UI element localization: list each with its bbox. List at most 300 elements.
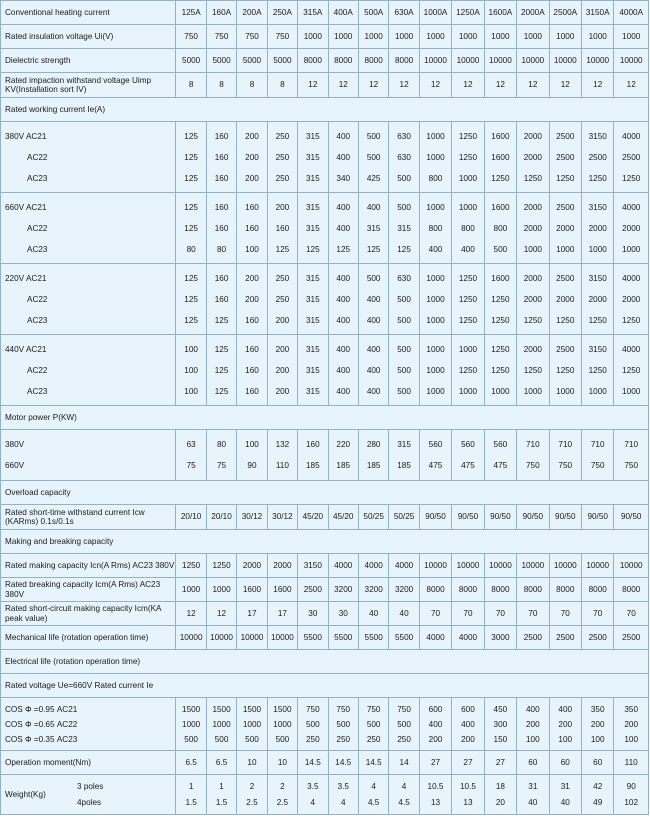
cell-value: 160 (214, 223, 229, 233)
section-label: Rated working current Ie(A) (1, 98, 649, 122)
rated-current-header: 4000A (614, 1, 649, 25)
table-cell: 1000 (419, 25, 451, 49)
cell-value: 1000 (426, 365, 445, 375)
table-cell: 90/50 (484, 505, 516, 530)
cell-value: 400 (428, 719, 443, 729)
cell-value: 500 (336, 719, 351, 729)
cell-value: 200 (624, 719, 639, 729)
cell-value: 125 (184, 152, 198, 162)
cell-value: 315 (305, 202, 320, 212)
row-label: Weight(Kg) (5, 789, 46, 799)
table-cell (484, 264, 516, 335)
sub-label: AC23 (27, 244, 48, 254)
cell-value: 315 (305, 152, 320, 162)
table-cell: 1250 (206, 554, 236, 578)
table-row (1, 751, 649, 775)
cell-value: 710 (590, 439, 605, 449)
table-cell: 1000 (581, 25, 613, 49)
cell-value: 2000 (523, 223, 542, 233)
table-cell (419, 698, 451, 751)
table-cell: 4000 (328, 554, 358, 578)
cell-value: 600 (428, 704, 443, 714)
table-cell: 1600 (267, 578, 297, 602)
cell-value: 1.5 (215, 797, 228, 807)
cell-value: 100 (624, 734, 639, 744)
cell-value: 500 (397, 315, 411, 325)
table-cell: 4000 (389, 554, 419, 578)
sub-label: AC22 (27, 294, 48, 304)
table-cell: 4000 (419, 626, 451, 650)
cell-value: 350 (590, 704, 605, 714)
table-cell (452, 698, 484, 751)
cell-value: 1250 (523, 173, 542, 183)
cell-value: 1000 (426, 344, 445, 354)
cell-value: 125 (184, 315, 198, 325)
table-cell: 10000 (549, 49, 581, 73)
table-cell: 40 (389, 602, 419, 626)
cell-value: 1000 (523, 244, 542, 254)
cell-value: 750 (397, 704, 411, 714)
cell-value: 4.5 (398, 797, 410, 807)
table-cell: 50/25 (389, 505, 419, 530)
group-label (1, 698, 176, 751)
cell-value: 500 (184, 734, 198, 744)
table-cell (389, 430, 419, 481)
table-cell: 2500 (549, 626, 581, 650)
table-cell (389, 122, 419, 193)
table-cell: 10000 (176, 626, 206, 650)
cell-value: 1000 (458, 386, 478, 396)
row-label: Rated short-circuit making capacity Icm(KA peak value) (1, 602, 176, 626)
cell-value: 75 (186, 461, 196, 470)
table-cell: 750 (267, 25, 297, 49)
cell-value: 1250 (556, 173, 575, 183)
table-cell: 8000 (419, 578, 451, 602)
table-cell: 12 (389, 73, 419, 98)
cell-value: 2500 (588, 152, 607, 162)
sub-label: 440V AC21 (5, 344, 47, 354)
table-cell: 14.5 (358, 751, 388, 775)
sub-label: AC23 (27, 315, 48, 325)
table-cell (517, 698, 549, 751)
cell-value: 1000 (622, 386, 641, 396)
cell-value: 1250 (491, 365, 510, 375)
table-cell: 12 (614, 73, 649, 98)
table-cell (206, 335, 236, 406)
cell-value: 10.5 (459, 781, 476, 791)
cell-value: 400 (366, 365, 381, 375)
sub-label: AC22 (27, 223, 48, 233)
table-row (1, 73, 649, 98)
table-cell (237, 264, 267, 335)
table-cell (581, 264, 613, 335)
table-cell (419, 430, 451, 481)
cell-value: 100 (245, 439, 259, 449)
cell-value: 1250 (458, 273, 478, 283)
table-cell (581, 335, 613, 406)
cell-value: 400 (336, 273, 351, 283)
table-cell: 14.5 (328, 751, 358, 775)
table-cell: 70 (614, 602, 649, 626)
table-cell: 5000 (237, 49, 267, 73)
cell-value: 2000 (556, 223, 575, 233)
cell-value: 2000 (523, 273, 542, 283)
table-cell (328, 264, 358, 335)
table-cell: 750 (176, 25, 206, 49)
rated-current-header: 1250A (452, 1, 484, 25)
table-row (1, 505, 649, 530)
rated-current-header: 630A (389, 1, 419, 25)
table-cell: 10000 (267, 626, 297, 650)
table-row (1, 98, 649, 122)
table-cell: 10 (237, 751, 267, 775)
table-cell (614, 193, 649, 264)
cell-value: 1250 (458, 315, 478, 325)
group-label (1, 193, 176, 264)
table-cell: 1600 (237, 578, 267, 602)
cell-value: 1600 (491, 152, 510, 162)
cell-value: 750 (366, 704, 381, 714)
table-cell (389, 698, 419, 751)
table-cell: 8000 (358, 49, 388, 73)
table-cell (419, 193, 451, 264)
cell-value: 340 (336, 173, 351, 183)
cell-value: 2000 (523, 152, 542, 162)
table-cell (176, 193, 206, 264)
table-cell: 12 (358, 73, 388, 98)
table-cell (419, 335, 451, 406)
cell-value: 1000 (588, 386, 607, 396)
cell-value: 400 (336, 365, 351, 375)
table-cell: 12 (298, 73, 328, 98)
table-cell: 8000 (452, 578, 484, 602)
cell-value: 1500 (182, 704, 201, 714)
cell-value: 315 (305, 344, 320, 354)
table-cell: 2500 (581, 626, 613, 650)
cell-value: 1.5 (185, 797, 197, 807)
cell-value: 1000 (588, 244, 607, 254)
table-cell (452, 122, 484, 193)
table-cell (298, 430, 328, 481)
cell-value: 125 (366, 244, 381, 254)
table-cell: 2500 (517, 626, 549, 650)
table-cell: 70 (549, 602, 581, 626)
cell-value: 2000 (622, 294, 641, 304)
table-cell: 8000 (614, 578, 649, 602)
cell-value: 132 (275, 439, 290, 449)
table-cell (298, 775, 328, 815)
section-label: Electrical life (rotation operation time) (1, 650, 649, 674)
table-row (1, 674, 649, 698)
table-cell (176, 430, 206, 481)
cell-value: 500 (275, 734, 290, 744)
cell-value: 3.5 (337, 781, 349, 791)
cell-value: 185 (305, 461, 320, 470)
cell-value: 500 (397, 202, 411, 212)
cell-value: 200 (525, 719, 540, 729)
table-cell: 12 (581, 73, 613, 98)
cell-value: 1250 (556, 365, 575, 375)
table-cell (517, 193, 549, 264)
table-cell (549, 698, 581, 751)
table-cell: 1000 (549, 25, 581, 49)
cell-value: 2.5 (276, 797, 289, 807)
cell-value: 2000 (556, 294, 575, 304)
table-cell: 60 (517, 751, 549, 775)
cell-value: 200 (245, 152, 259, 162)
table-cell: 10000 (419, 49, 451, 73)
table-cell (298, 264, 328, 335)
cell-value: 200 (245, 294, 259, 304)
table-cell (549, 335, 581, 406)
cell-value: 2500 (556, 152, 575, 162)
table-cell: 10000 (237, 626, 267, 650)
table-cell: 1250 (176, 554, 206, 578)
cell-value: 800 (428, 173, 443, 183)
sub-label: 660V (5, 461, 25, 470)
cell-value: 400 (336, 223, 351, 233)
cell-value: 560 (428, 439, 443, 449)
row-label: Rated insulation voltage Ui(V) (1, 25, 176, 49)
cell-value: 250 (275, 273, 290, 283)
cell-value: 350 (624, 704, 639, 714)
table-cell: 12 (549, 73, 581, 98)
table-cell: 27 (419, 751, 451, 775)
table-cell (298, 193, 328, 264)
table-cell: 3000 (484, 626, 516, 650)
sub-label: AC23 (27, 173, 48, 183)
table-cell (484, 335, 516, 406)
cell-value: 500 (214, 734, 229, 744)
table-row (1, 430, 649, 481)
table-cell: 3200 (328, 578, 358, 602)
cell-value: 1250 (588, 173, 607, 183)
table-cell: 10000 (419, 554, 451, 578)
table-cell: 10000 (452, 49, 484, 73)
table-cell: 10000 (484, 554, 516, 578)
rated-current-header: 200A (237, 1, 267, 25)
cell-value: 4000 (622, 131, 641, 141)
cell-value: 100 (184, 365, 198, 375)
cell-value: 160 (245, 315, 259, 325)
table-cell: 90/50 (549, 505, 581, 530)
cell-value: 400 (428, 244, 443, 254)
cell-value: 10.5 (427, 781, 444, 791)
cell-value: 2.5 (246, 797, 258, 807)
table-cell (358, 335, 388, 406)
sub-label: 4poles (77, 797, 102, 807)
cell-value: 125 (397, 244, 411, 254)
table-cell (452, 775, 484, 815)
cell-value: 250 (305, 734, 320, 744)
cell-value: 1500 (212, 704, 231, 714)
table-cell (176, 122, 206, 193)
table-cell (581, 775, 613, 815)
row-label: Rated making capacity Icn(A Rms) AC23 380V (1, 554, 176, 578)
table-cell: 10000 (581, 49, 613, 73)
table-cell: 90/50 (517, 505, 549, 530)
rated-current-header: 125A (176, 1, 206, 25)
cell-value: 1000 (426, 202, 445, 212)
table-cell: 2000 (267, 554, 297, 578)
group-label (1, 264, 176, 335)
table-cell: 750 (237, 25, 267, 49)
cell-value: 500 (366, 719, 381, 729)
table-cell (581, 193, 613, 264)
cell-value: 4000 (622, 273, 641, 283)
cell-value: 315 (305, 173, 320, 183)
cell-value: 400 (336, 344, 351, 354)
cell-value: 1500 (242, 704, 262, 714)
table-cell (517, 775, 549, 815)
table-row (1, 626, 649, 650)
table-cell (298, 122, 328, 193)
table-row (1, 25, 649, 49)
table-cell: 5000 (206, 49, 236, 73)
cell-value: 2500 (622, 152, 641, 162)
table-cell (328, 430, 358, 481)
table-cell: 1000 (614, 25, 649, 49)
cell-value: 500 (493, 244, 508, 254)
cell-value: 475 (461, 461, 475, 470)
table-cell: 1000 (206, 578, 236, 602)
cell-value: 1 (188, 781, 194, 791)
row-label: Dielectric strength (1, 49, 176, 73)
row-label: Rated breaking capacity Icm(A Rms) AC23 380V (1, 578, 176, 602)
cell-value: 4.5 (367, 797, 380, 807)
cell-value: 710 (525, 439, 540, 449)
sub-label: AC22 (27, 152, 48, 162)
cell-value: 2000 (523, 131, 542, 141)
cell-value: 100 (590, 734, 605, 744)
cell-value: 80 (217, 244, 227, 254)
table-cell (328, 775, 358, 815)
cell-value: 750 (624, 461, 639, 470)
cell-value: 100 (184, 344, 198, 354)
cell-value: 125 (184, 173, 198, 183)
cell-value: 300 (493, 719, 508, 729)
cell-value: 2000 (523, 294, 542, 304)
table-cell: 1000 (389, 25, 419, 49)
rated-current-header: 2500A (549, 1, 581, 25)
cell-value: 1000 (426, 315, 445, 325)
cell-value: 1000 (458, 173, 478, 183)
cell-value: 1000 (273, 719, 292, 729)
row-label: Operation moment(Nm) (1, 751, 176, 775)
table-cell (614, 122, 649, 193)
cell-value: 315 (397, 223, 411, 233)
cell-value: 2500 (556, 202, 575, 212)
table-cell (267, 698, 297, 751)
cell-value: 40 (528, 797, 538, 807)
cell-value: 1000 (491, 386, 510, 396)
cell-value: 475 (493, 461, 508, 470)
table-row (1, 406, 649, 430)
table-cell (549, 775, 581, 815)
table-cell: 45/20 (328, 505, 358, 530)
row-label: Conventional heating current (1, 1, 176, 25)
cell-value: 315 (397, 439, 411, 449)
cell-value: 125 (184, 294, 198, 304)
cell-value: 125 (214, 344, 229, 354)
row-label: Rated short-time withstand current Icw (KARms) 0.1s/0.1s (1, 505, 176, 530)
sub-label: 380V (5, 439, 25, 449)
group-label (1, 335, 176, 406)
cell-value: 1250 (588, 365, 607, 375)
table-cell (358, 430, 388, 481)
table-cell (328, 122, 358, 193)
table-cell: 750 (206, 25, 236, 49)
cell-value: 1500 (273, 704, 292, 714)
cell-value: 710 (558, 439, 573, 449)
table-cell: 10000 (614, 49, 649, 73)
table-cell: 90/50 (452, 505, 484, 530)
cell-value: 2000 (622, 223, 641, 233)
cell-value: 500 (366, 273, 381, 283)
cell-value: 1600 (491, 273, 510, 283)
table-cell: 90/50 (614, 505, 649, 530)
cell-value: 2500 (556, 344, 575, 354)
table-cell: 70 (517, 602, 549, 626)
sub-label: 660V AC21 (5, 202, 47, 212)
table-cell (176, 775, 206, 815)
cell-value: 560 (461, 439, 475, 449)
cell-value: 500 (397, 344, 411, 354)
table-cell (484, 698, 516, 751)
table-cell: 70 (484, 602, 516, 626)
table-cell: 40 (358, 602, 388, 626)
cell-value: 250 (275, 131, 290, 141)
cell-value: 500 (397, 294, 411, 304)
table-row (1, 578, 649, 602)
table-cell (206, 698, 236, 751)
cell-value: 1250 (491, 344, 510, 354)
cell-value: 125 (214, 315, 229, 325)
cell-value: 63 (186, 439, 196, 449)
cell-value: 125 (184, 273, 198, 283)
cell-value: 3150 (588, 273, 607, 283)
sub-label: COS Φ =0.35 AC23 (5, 734, 78, 744)
sub-label: 380V AC21 (5, 131, 47, 141)
cell-value: 1000 (458, 202, 478, 212)
cell-value: 315 (366, 223, 381, 233)
table-cell: 10000 (614, 554, 649, 578)
table-cell: 12 (419, 73, 451, 98)
cell-value: 400 (366, 315, 381, 325)
cell-value: 200 (245, 173, 259, 183)
table-cell (237, 193, 267, 264)
cell-value: 125 (184, 202, 198, 212)
table-cell (517, 335, 549, 406)
rated-current-header: 3150A (581, 1, 613, 25)
cell-value: 750 (558, 461, 573, 470)
table-cell (581, 430, 613, 481)
table-cell: 2500 (614, 626, 649, 650)
cell-value: 160 (305, 439, 320, 449)
table-cell: 5500 (358, 626, 388, 650)
rated-current-header: 1600A (484, 1, 516, 25)
cell-value: 100 (525, 734, 540, 744)
cell-value: 200 (590, 719, 605, 729)
table-cell: 5500 (298, 626, 328, 650)
cell-value: 185 (366, 461, 381, 470)
cell-value: 160 (245, 223, 259, 233)
cell-value: 1000 (622, 244, 641, 254)
table-cell (328, 335, 358, 406)
table-cell (267, 775, 297, 815)
cell-value: 4 (340, 797, 346, 807)
cell-value: 475 (428, 461, 443, 470)
